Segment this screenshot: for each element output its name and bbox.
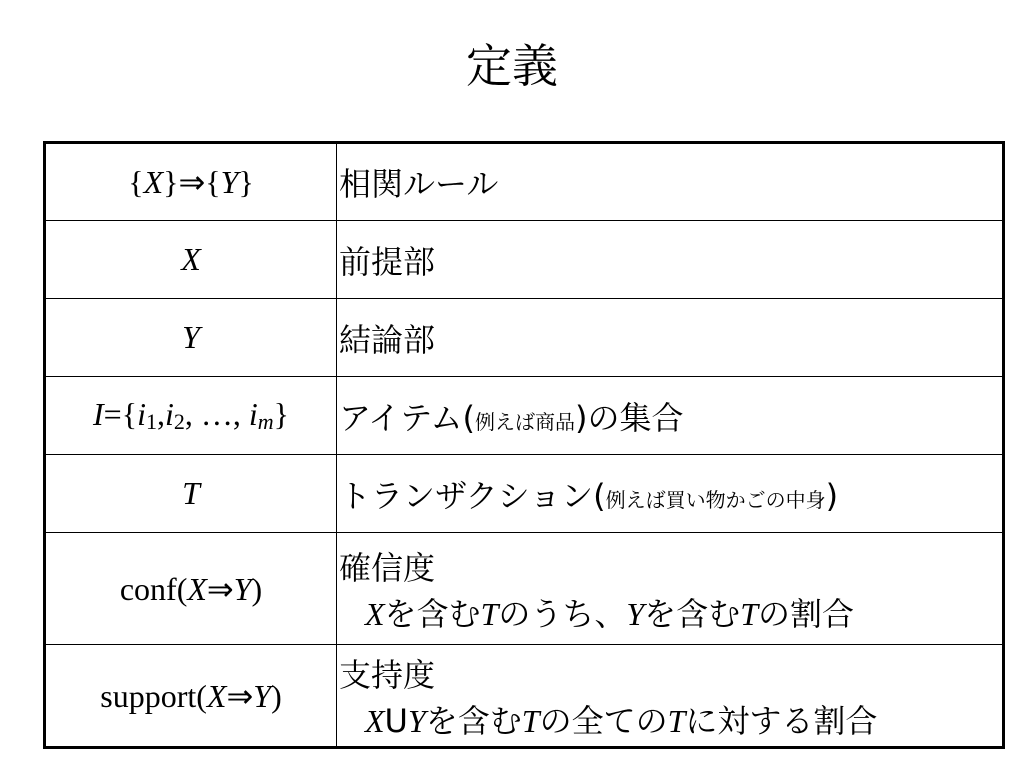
description-cell: トランザクション(例えば買い物かごの中身) xyxy=(337,455,1004,533)
symbol-cell: I={i1,i2, …, im} xyxy=(45,377,337,455)
symbol-cell: T xyxy=(45,455,337,533)
support-heading: 支持度 xyxy=(339,655,436,694)
symbol-cell: Y xyxy=(45,299,337,377)
description-cell: 結論部 xyxy=(337,299,1004,377)
description-cell: アイテム(例えば商品)の集合 xyxy=(337,377,1004,455)
definitions-table xyxy=(43,141,1005,749)
page-title: 定義 xyxy=(466,39,558,93)
description-cell: 相関ルール xyxy=(337,143,1004,221)
symbol-cell: {X}⇒{Y} xyxy=(45,143,337,221)
table-row xyxy=(45,143,1004,221)
description-cell xyxy=(337,645,1004,748)
support-definition: XUYを含むTの全てのTに対する割合 xyxy=(365,701,878,740)
table-row xyxy=(45,455,1004,533)
description-cell xyxy=(337,533,1004,645)
table-row xyxy=(45,299,1004,377)
confidence-heading: 確信度 xyxy=(339,548,436,587)
table-row xyxy=(45,377,1004,455)
symbol-cell: support(X⇒Y) xyxy=(45,645,337,748)
table-row xyxy=(45,645,1004,748)
confidence-definition: Xを含むTのうち、Yを含むTの割合 xyxy=(365,594,854,633)
symbol-cell: conf(X⇒Y) xyxy=(45,533,337,645)
description-cell: 前提部 xyxy=(337,221,1004,299)
table-row xyxy=(45,533,1004,645)
table-row xyxy=(45,221,1004,299)
symbol-cell: X xyxy=(45,221,337,299)
